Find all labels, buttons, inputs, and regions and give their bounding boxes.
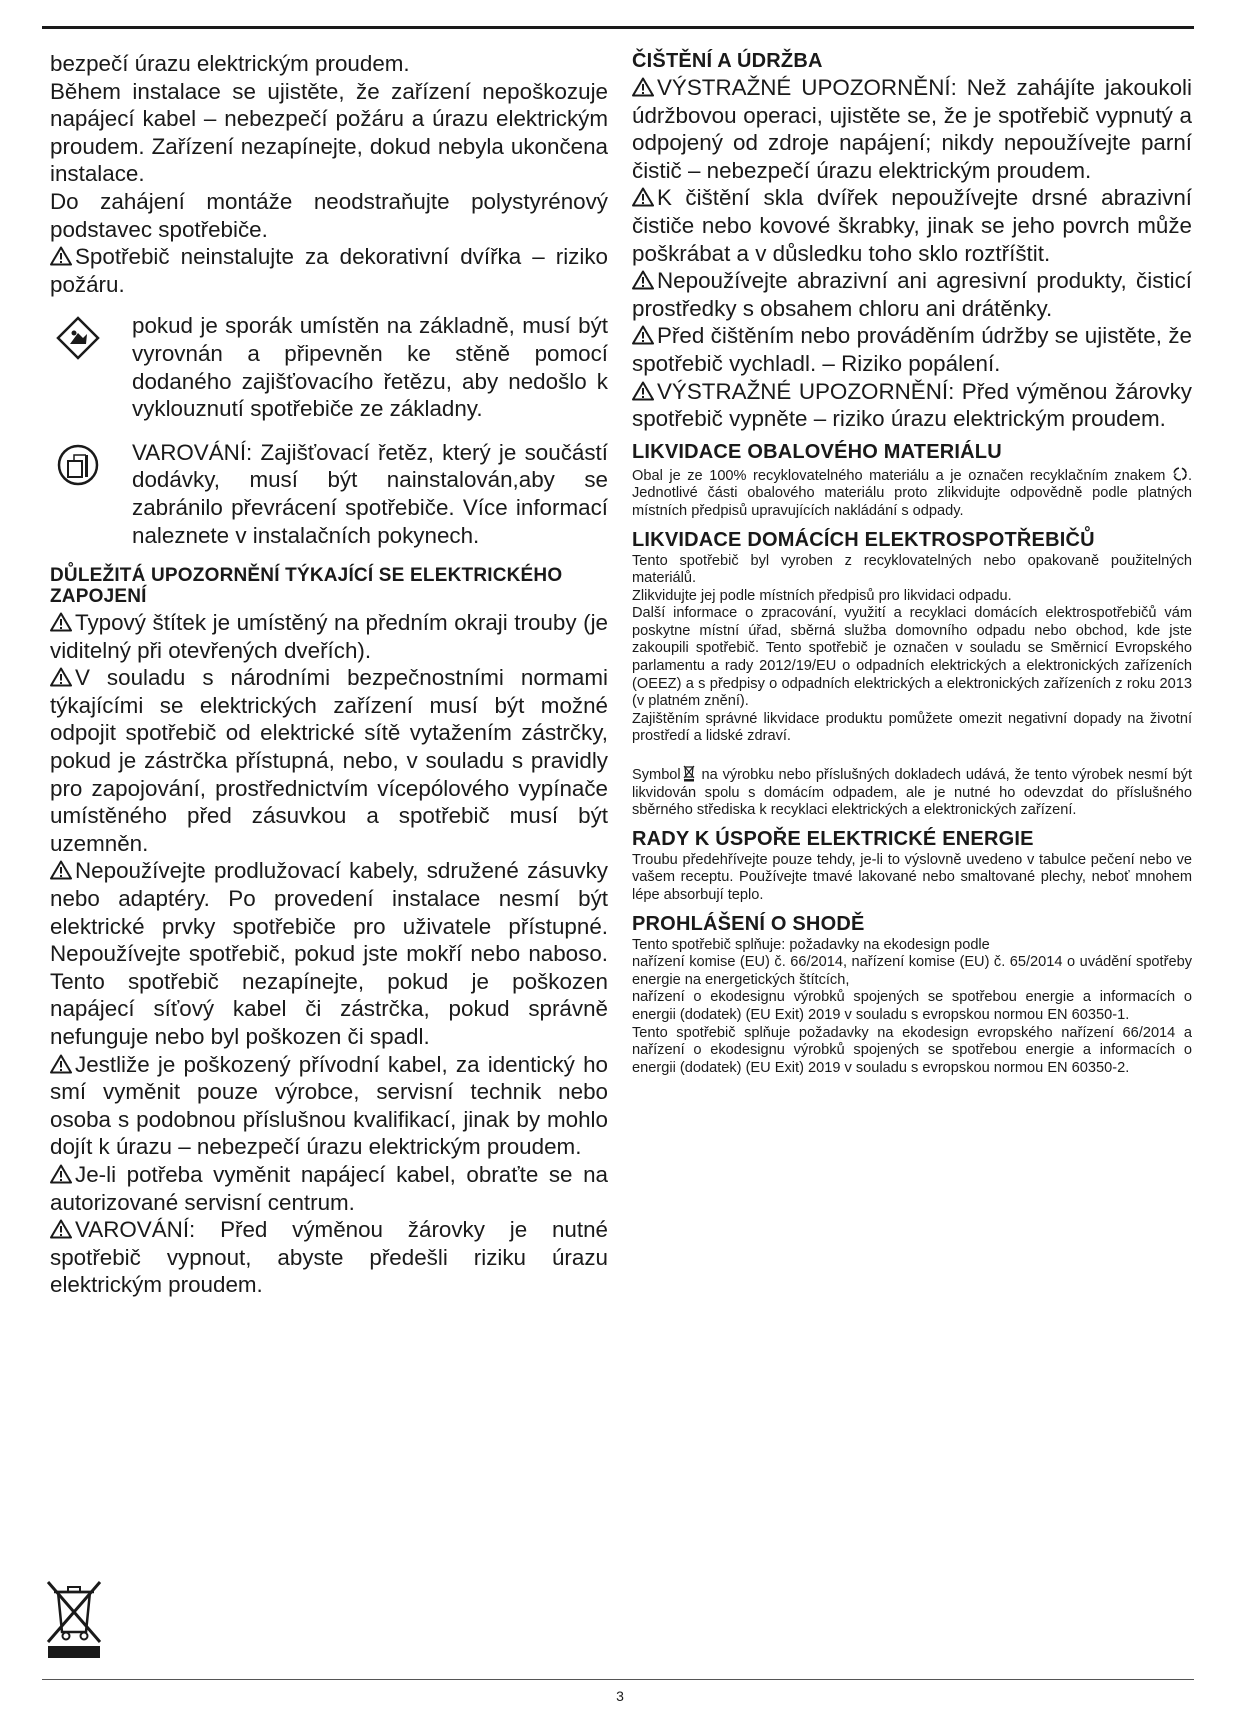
weee-symbol-text: Symbol na výrobku nebo příslušných dokladech udává, že tento výrobek nesmí být likvidován spolu s domácím odpadem, ale je nutné ho odevzdat do příslušného sběrného střediska k recyklaci elektrických a elektronických zařízení. — [632, 764, 1192, 820]
warning-icon — [632, 381, 654, 401]
electrical-warning-6: VAROVÁNÍ: Před výměnou žárovky je nutné spotřebič vypnout, abyste předešli riziku úrazu elektrickým proudem. — [50, 1217, 608, 1298]
warning-icon — [50, 1219, 72, 1239]
packaging-heading: LIKVIDACE OBALOVÉHO MATERIÁLU — [632, 440, 1002, 463]
top-rule — [42, 26, 1194, 29]
appliances-text-1: Tento spotřebič byl vyroben z recyklovatelných nebo opakovaně použitelných materiálů. — [632, 552, 1192, 587]
declaration-text-3: nařízení o ekodesignu výrobků spojených se spotřebou energie a informacích o energii (dodatek) (EU Exit) 2019 v souladu s evropskou normou EN 60350-1. — [632, 989, 1192, 1023]
appliances-text-3: Další informace o zpracování, využití a recyklaci domácích elektrospotřebičů vám poskytne místní úřad, sběrná služba domovního odpadu nebo obchod, kde jste zakoupili spotřebič. Tento spotřebič je označen v souladu se Směrnicí Evropského parlamentu a rady 2012/19/EU o odpadních elektrických a elektronických zařízeních (OEEZ) a s předpisy o odpadních elektrických a elektronických zařízeních z roku 2013 (v platném znění). — [632, 605, 1192, 710]
right-column — [632, 50, 1192, 1077]
cleaning-warning-5: VÝSTRAŽNÉ UPOZORNĚNÍ: Před výměnou žárovky spotřebič vypněte – riziko úrazu elektrickým proudem. — [632, 378, 1192, 432]
left-paragraph-1: bezpečí úrazu elektrickým proudem. — [50, 51, 410, 76]
electrical-warning-3: Nepoužívejte prodlužovací kabely, sdružené zásuvky nebo adaptéry. Po provedení instalace nesmí být elektrické prvky spotřebiče pro uživatele přístupné. Nepoužívejte spotřebič, pokud jste mokří nebo naboso. Tento spotřebič nezapínejte, pokud je poškozen napájecí síťový kabel či zástrčka, pokud správně nefunguje nebo byl poškozen či spadl. — [50, 858, 608, 1049]
tipping-hazard-icon — [56, 316, 100, 360]
electrical-warning-4: Jestliže je poškozený přívodní kabel, za identický ho smí vyměnit pouze výrobce, servisní technik nebo osoba s podobnou příslušnou kvalifikací, jinak by mohlo dojít k úrazu – nebezpečí úrazu elektrickým proudem. — [50, 1051, 608, 1160]
warning-icon — [50, 1054, 72, 1074]
packaging-text: Obal je ze 100% recyklovatelného materiálu a je označen recyklačním znakem . Jednotlivé části obalového materiálu proto zlikvidujte odpovědně podle platných místních předpisů upravujících nakládání s odpady. — [632, 465, 1192, 521]
cleaning-warning-4: Před čištěním nebo prováděním údržby se ujistěte, že spotřebič vychladl. – Riziko popálení. — [632, 323, 1192, 376]
bottom-rule — [42, 1679, 1194, 1680]
appliances-text-2: Zlikvidujte jej podle místních předpisů pro likvidaci odpadu. — [632, 587, 1012, 604]
left-paragraph-4: Spotřebič neinstalujte za dekorativní dvířka – riziko požáru. — [50, 244, 608, 297]
chain-stability-icon — [56, 443, 100, 487]
appliances-text-4: Zajištěním správné likvidace produktu pomůžete omezit negativní dopady na životní prostředí a lidské zdraví. — [632, 710, 1192, 745]
cleaning-heading: ČIŠTĚNÍ A ÚDRŽBA — [632, 50, 823, 72]
crossed-bin-icon — [681, 764, 697, 782]
page-number: 3 — [616, 1688, 624, 1704]
icon-paragraph-chain: VAROVÁNÍ: Zajišťovací řetěz, který je součástí dodávky, musí být nainstalován,aby se zabránilo převrácení spotřebiče. Více informací naleznete v instalačních pokynech. — [50, 439, 608, 549]
cleaning-warning-1: VÝSTRAŽNÉ UPOZORNĚNÍ: Než zahájíte jakoukoli údržbovou operaci, ujistěte se, že je spotřebič vypnutý a odpojený od zdroje napájení; nikdy nepoužívejte parní čistič – nebezpečí úrazu elektrickým proudem. — [632, 75, 1192, 183]
energy-heading: RADY K ÚSPOŘE ELEKTRICKÉ ENERGIE — [632, 827, 1034, 850]
electrical-warning-1: Typový štítek je umístěný na předním okraji trouby (je viditelný při otevřených dveřích). — [50, 610, 608, 663]
cleaning-warning-3: Nepoužívejte abrazivní ani agresivní produkty, čisticí prostředky s obsahem chloru ani drátěnky. — [632, 268, 1192, 321]
electrical-heading: DŮLEŽITÁ UPOZORNĚNÍ TÝKAJÍCÍ SE ELEKTRICKÉHO ZAPOJENÍ — [50, 565, 563, 608]
declaration-text-1: Tento spotřebič splňuje: požadavky na ekodesign podle — [632, 936, 990, 953]
warning-icon — [50, 246, 72, 266]
warning-icon — [50, 860, 72, 880]
appliances-heading: LIKVIDACE DOMÁCÍCH ELEKTROSPOTŘEBIČŮ — [632, 528, 1095, 551]
warning-icon — [50, 667, 72, 687]
left-paragraph-3: Do zahájení montáže neodstraňujte polystyrénový podstavec spotřebiče. — [50, 188, 608, 242]
declaration-text-2: nařízení komise (EU) č. 66/2014, nařízení komise (EU) č. 65/2014 o uvádění spotřeby energie na energetických štítcích, — [632, 954, 1192, 988]
warning-icon — [632, 270, 654, 290]
declaration-heading: PROHLÁŠENÍ O SHODĚ — [632, 912, 865, 935]
left-column — [50, 50, 608, 1299]
warning-icon — [632, 77, 654, 97]
warning-icon — [632, 187, 654, 207]
icon-paragraph-tipping: pokud je sporák umístěn na základně, musí být vyrovnán a připevněn ke stěně pomocí dodaného zajišťovacího řetězu, aby nedošlo k vyklouznutí spotřebiče ze základny. — [50, 312, 608, 422]
cleaning-warning-2: K čištění skla dvířek nepoužívejte drsné abrazivní čističe nebo kovové škrabky, jinak se jeho povrch může poškrábat a v důsledku toho sklo roztříštit. — [632, 185, 1192, 266]
energy-text: Troubu předehřívejte pouze tehdy, je-li to výslovně uvedeno v tabulce pečení nebo ve vašem receptu. Používejte tmavé lakované nebo smaltované plechy, neboť mnohem lépe absorbují teplo. — [632, 851, 1192, 903]
declaration-text-4: Tento spotřebič splňuje požadavky na ekodesign evropského nařízení 66/2014 a nařízení o ekodesignu výrobků spojených se spotřebou energie a informacích o energii (dodatek) (EU Exit) 2019 v souladu s evropskou normou EN 60350-2. — [632, 1024, 1192, 1076]
weee-bin-icon — [44, 1578, 104, 1658]
warning-icon — [632, 325, 654, 345]
recycle-icon — [1172, 465, 1188, 483]
electrical-warning-2: V souladu s národními bezpečnostními normami týkajícími se elektrických zařízení musí být možné odpojit spotřebič od elektrické sítě vytažením zástrčky, pokud je zástrčka přístupná, nebo, v souladu s pravidly pro zapojování, prostřednictvím vícepólového vypínače umístěného před zásuvkou a spotřebič musí být uzemněn. — [50, 665, 608, 856]
warning-icon — [50, 612, 72, 632]
warning-icon — [50, 1164, 72, 1184]
electrical-warning-5: Je-li potřeba vyměnit napájecí kabel, obraťte se na autorizované servisní centrum. — [50, 1161, 608, 1215]
left-paragraph-2: Během instalace se ujistěte, že zařízení nepoškozuje napájecí kabel – nebezpečí požáru a úrazu elektrickým proudem. Zařízení nezapínejte, dokud nebyla ukončena instalace. — [50, 78, 608, 187]
